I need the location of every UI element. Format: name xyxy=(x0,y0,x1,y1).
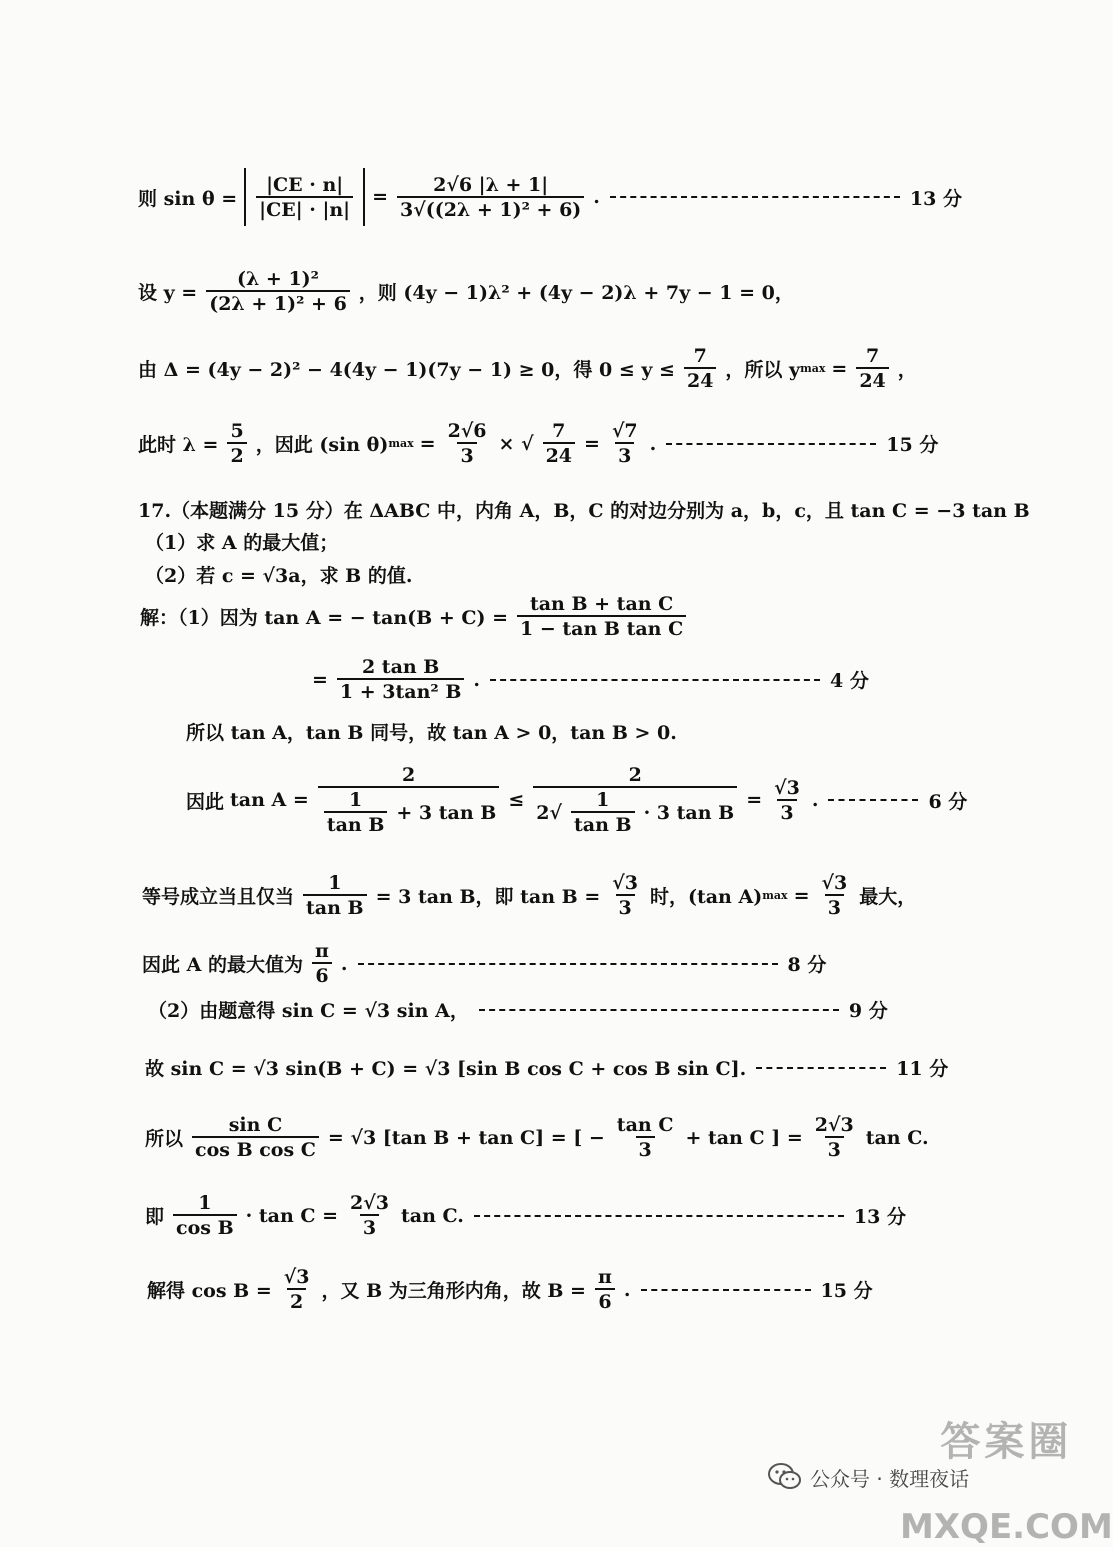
text: = √3 [tan B + tan C] = [ − xyxy=(327,1126,605,1149)
formula-sin-theta xyxy=(138,168,962,226)
denominator: 3 xyxy=(457,442,476,467)
numerator: tan C xyxy=(616,1114,674,1136)
text: . xyxy=(340,952,348,975)
solution-step-10 xyxy=(145,1192,906,1239)
text: 所以 xyxy=(145,1128,184,1150)
fraction xyxy=(771,777,803,824)
score-label: 9 分 xyxy=(848,1000,888,1022)
text: + tan C ] = xyxy=(685,1126,803,1149)
abs-bar xyxy=(244,168,246,226)
score-leader xyxy=(641,1289,811,1291)
denominator: cos B xyxy=(173,1214,237,1239)
problem-17-part1: （1）求 A 的最大值； xyxy=(145,532,339,554)
numerator: √3 xyxy=(283,1266,310,1288)
fraction xyxy=(614,1114,677,1161)
fraction xyxy=(609,872,641,919)
numerator: 7 xyxy=(693,345,707,367)
numerator: 1 xyxy=(348,789,363,811)
text: = xyxy=(831,357,848,380)
numerator: 1 xyxy=(198,1192,212,1214)
text: tan C. xyxy=(400,1204,464,1227)
text: = xyxy=(312,668,328,691)
text: = 3 tan B，即 tan B = xyxy=(375,886,601,908)
numerator: 7 xyxy=(865,345,880,367)
numerator: √3 xyxy=(821,872,848,894)
text: tan C. xyxy=(865,1126,929,1149)
numerator: 2√6 xyxy=(447,420,487,442)
denominator: (2λ + 1)² + 6 xyxy=(206,290,350,315)
solution-step-11 xyxy=(147,1266,873,1313)
fraction xyxy=(397,174,584,221)
fraction xyxy=(256,174,353,221)
fraction xyxy=(337,656,465,703)
numerator: 2 xyxy=(401,764,416,786)
denominator: cos B cos C xyxy=(192,1136,319,1161)
score-leader xyxy=(479,1009,839,1011)
stamp-bottom-text: MXQE.COM xyxy=(900,1507,1113,1547)
text: 因此 A 的最大值为 xyxy=(142,954,303,976)
fraction xyxy=(281,1266,313,1313)
numerator: 7 xyxy=(552,420,566,442)
text: = xyxy=(372,186,389,208)
score-label: 15 分 xyxy=(886,434,939,456)
denominator: 3 xyxy=(360,1214,379,1239)
denominator: 2 xyxy=(287,1288,306,1313)
denominator: tan B xyxy=(324,811,388,836)
text: . xyxy=(593,186,600,208)
numerator: 2 xyxy=(628,764,642,786)
text: ，所以 y xyxy=(725,359,801,381)
score-leader xyxy=(828,799,918,801)
denominator: 3√((2λ + 1)² + 6) xyxy=(397,196,584,221)
text: ≤ xyxy=(508,789,525,811)
denominator: tan B xyxy=(571,811,635,836)
solution-step-3: 所以 tan A，tan B 同号，故 tan A > 0，tan B > 0. xyxy=(186,722,677,744)
fraction xyxy=(227,420,246,467)
numerator: tan B + tan C xyxy=(529,593,674,615)
numerator: (λ + 1)² xyxy=(237,268,319,290)
score-label: 4 分 xyxy=(830,670,869,692)
denominator: 2 xyxy=(227,442,246,467)
fraction xyxy=(818,872,850,919)
score-leader xyxy=(474,1215,844,1217)
subscript: max xyxy=(762,889,788,902)
wechat-icon xyxy=(768,1462,802,1492)
text: = xyxy=(584,432,600,455)
denominator: 3 xyxy=(616,894,635,919)
denominator xyxy=(533,786,737,836)
denominator: 3 xyxy=(825,894,844,919)
denominator: 3 xyxy=(777,799,796,824)
text: 时，(tan A) xyxy=(649,886,763,908)
score-label: 6 分 xyxy=(928,790,968,813)
numerator: π xyxy=(314,940,329,962)
formula-define-y xyxy=(138,268,794,315)
score-label: 15 分 xyxy=(820,1280,873,1302)
text: . xyxy=(623,1278,631,1301)
text: 设 y = xyxy=(138,282,198,304)
numerator: 5 xyxy=(230,420,244,442)
text: 解：（1）因为 tan A = − tan(B + C) = xyxy=(140,607,509,629)
numerator: sin C xyxy=(228,1114,283,1136)
subscript: max xyxy=(388,437,414,450)
numerator: √7 xyxy=(611,420,638,442)
text: 等号成立当且仅当 xyxy=(142,886,295,908)
score-label: 13 分 xyxy=(853,1206,906,1228)
text: × √ xyxy=(498,432,534,455)
text: ，则 (4y − 1)λ² + (4y − 2)λ + 7y − 1 = 0， xyxy=(358,282,794,304)
text: ，因此 (sin θ) xyxy=(255,434,389,456)
denominator: 1 + 3tan² B xyxy=(337,678,465,703)
formula-discriminant xyxy=(138,345,917,392)
fraction xyxy=(192,1114,319,1161)
fraction xyxy=(684,345,716,392)
text: ， xyxy=(897,359,917,381)
denominator: tan B xyxy=(303,894,367,919)
denominator: 24 xyxy=(684,367,716,392)
fraction xyxy=(206,268,350,315)
text: 最大， xyxy=(859,886,917,908)
text: · tan C = xyxy=(245,1204,339,1227)
solution-step-5 xyxy=(142,872,916,919)
fraction xyxy=(324,789,388,836)
solution-step-1 xyxy=(140,593,689,640)
fraction xyxy=(571,789,635,836)
text: 解得 cos B = xyxy=(147,1280,272,1302)
numerator: 2√3 xyxy=(814,1114,854,1136)
solution-step-8 xyxy=(145,1054,948,1081)
score-leader xyxy=(610,196,900,198)
numerator: 1 xyxy=(328,872,342,894)
problem-17-part2: （2）若 c = √3a，求 B 的值. xyxy=(145,565,413,587)
denominator: 3 xyxy=(636,1136,655,1161)
denominator: 3 xyxy=(825,1136,844,1161)
text: 故 sin C = √3 sin(B + C) = √3 [sin B cos C + cos B sin C]. xyxy=(145,1058,747,1080)
text: · 3 tan B xyxy=(643,801,735,824)
denominator: 1 − tan B tan C xyxy=(517,615,686,640)
numerator: √3 xyxy=(774,776,800,799)
numerator: 2√6 |λ + 1| xyxy=(433,173,549,196)
fraction xyxy=(303,872,367,919)
score-leader xyxy=(490,679,820,681)
problem-17-statement: 17.（本题满分 15 分）在 ΔABC 中，内角 A，B，C 的对边分别为 a，b，c，且 tan C = −3 tan B xyxy=(138,500,1030,522)
text: = xyxy=(419,432,436,455)
answer-stamp-watermark xyxy=(900,1410,1113,1547)
score-leader xyxy=(358,963,778,965)
text: 2√ xyxy=(536,801,562,824)
numerator: √3 xyxy=(612,872,638,894)
formula-lambda-result xyxy=(138,420,938,467)
numerator: 2√3 xyxy=(350,1192,389,1214)
text: . xyxy=(473,668,481,691)
text: ，又 B 为三角形内角，故 B = xyxy=(321,1280,586,1302)
text: + 3 tan B xyxy=(396,801,497,824)
fraction xyxy=(812,1114,857,1161)
denominator: 24 xyxy=(856,367,888,392)
abs-bar xyxy=(363,168,365,226)
fraction xyxy=(543,420,575,467)
denominator: 3 xyxy=(615,442,634,467)
numerator: π xyxy=(597,1266,612,1288)
text: . xyxy=(811,789,819,811)
fraction xyxy=(595,1266,615,1313)
solution-step-6 xyxy=(142,940,826,987)
text: 因此 xyxy=(186,790,225,813)
text: . xyxy=(649,432,657,455)
fraction xyxy=(517,593,686,640)
solution-step-4 xyxy=(186,764,967,836)
numerator: |CE · n| xyxy=(266,173,344,196)
score-label: 13 分 xyxy=(909,187,962,210)
score-leader xyxy=(756,1067,886,1069)
text: 此时 λ = xyxy=(138,434,219,456)
fraction xyxy=(856,345,888,392)
text: = xyxy=(793,884,810,907)
denominator: 24 xyxy=(543,442,575,467)
solution-step-9 xyxy=(145,1114,929,1161)
watermark-text: 公众号 · 数理夜话 xyxy=(810,1466,970,1491)
numerator: 2 tan B xyxy=(361,656,440,678)
fraction xyxy=(533,764,737,836)
solution-step-2 xyxy=(312,656,869,703)
solution-step-7 xyxy=(148,996,888,1023)
text: 则 sin θ = xyxy=(138,187,238,210)
denominator: 6 xyxy=(595,1288,614,1313)
score-label: 11 分 xyxy=(896,1058,949,1080)
text: 即 xyxy=(145,1206,165,1228)
score-label: 8 分 xyxy=(787,954,827,976)
fraction xyxy=(347,1192,392,1239)
text: tan A = xyxy=(230,789,309,811)
denominator: |CE| · |n| xyxy=(256,196,353,221)
denominator xyxy=(318,786,500,836)
fraction xyxy=(312,940,332,987)
denominator: 6 xyxy=(312,962,331,987)
text: 由 Δ = (4y − 2)² − 4(4y − 1)(7y − 1) ≥ 0，得 0 ≤ y ≤ xyxy=(138,359,675,381)
fraction xyxy=(609,420,641,467)
text: （2）由题意得 sin C = √3 sin A， xyxy=(148,1000,469,1022)
numerator: 1 xyxy=(596,789,610,811)
stamp-top-text: 答案圈 xyxy=(940,1419,1073,1465)
text: = xyxy=(746,789,763,811)
fraction xyxy=(318,764,500,836)
subscript: max xyxy=(800,362,826,375)
score-leader xyxy=(666,443,876,445)
fraction xyxy=(173,1192,237,1239)
fraction xyxy=(445,420,490,467)
